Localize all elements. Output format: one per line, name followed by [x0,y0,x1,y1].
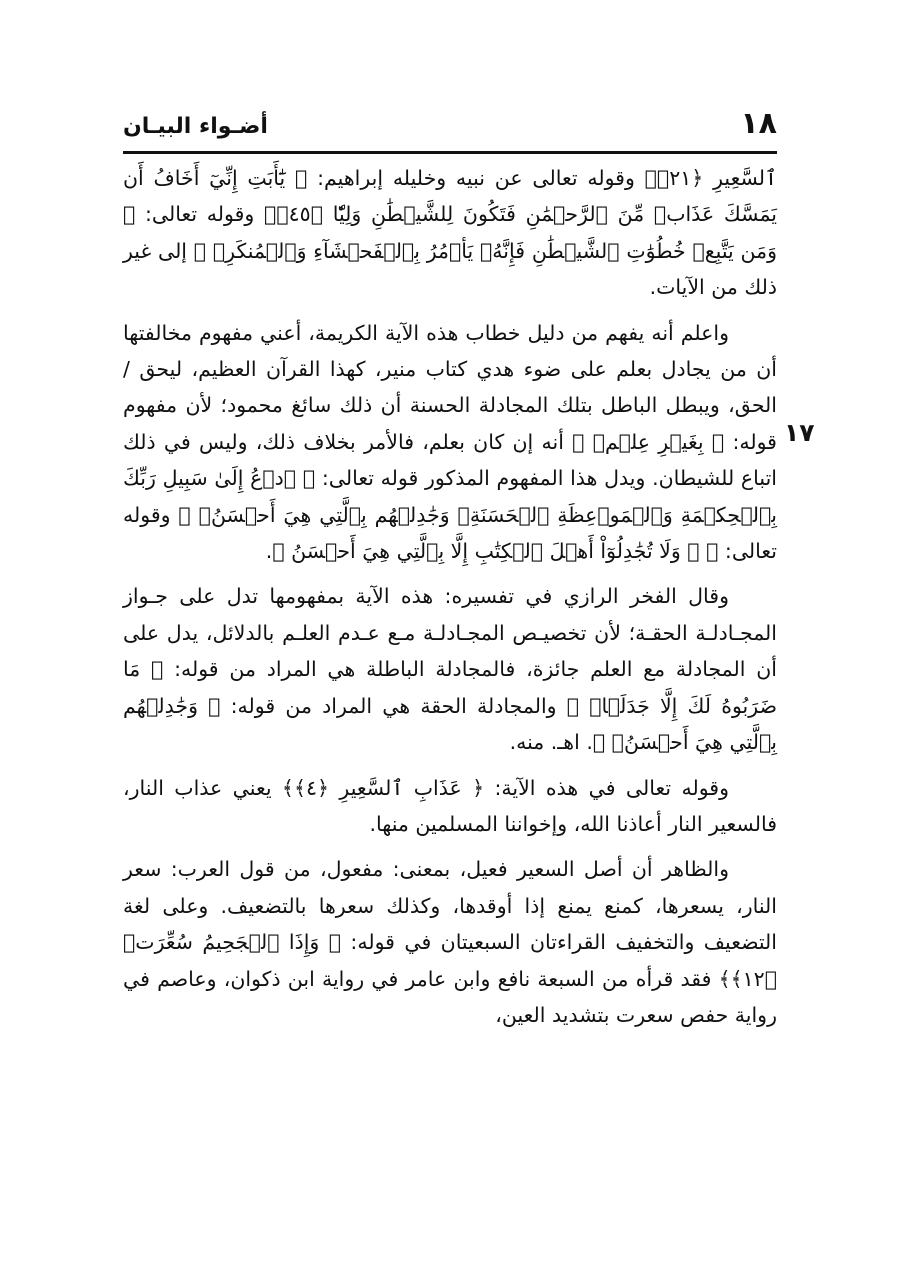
paragraph-1: ٱلسَّعِيرِ ﴿٢١﴾﴾ وقوله تعالى عن نبيه وخليله إبراهيم: ﴿ يَٰٓأَبَتِ إِنِّيٓ أَخَافُ أَن يَمَسَّكَ عَذَابٞ مِّنَ ٱلرَّحۡمَٰنِ فَتَكُونَ لِلشَّيۡطَٰنِ وَلِيّٗا ﴿٤٥﴾﴾ وقوله تعالى: ﴿ وَمَن يَتَّبِعۡ خُطُوَٰتِ ٱلشَّيۡطَٰنِ فَإِنَّهُۥ يَأۡمُرُ بِٱلۡفَحۡشَآءِ وَٱلۡمُنكَرِۚ ﴾ إلى غير ذلك من الآيات. [123,166,778,300]
running-title: أضـواء البيـان [123,114,268,139]
page-body [123,160,777,1042]
paragraph-4: وقوله تعالى في هذه الآية: ﴿ عَذَابِ ٱلسَّعِيرِ ﴿٤﴾﴾ يعني عذاب النار، فالسعير النار أعاذنا الله، وإخواننا المسلمين منها. [123,775,777,836]
paragraph-2: واعلم أنه يفهم من دليل خطاب هذه الآية الكريمة، أعني مفهوم مخالفتها أن من يجادل بعلم على ضوء هدي كتاب منير، كهذا القرآن العظيم، ليحق / الحق، ويبطل الباطل بتلك المجادلة الحسنة أن ذلك سائغ محمود؛ لأن مفهوم قوله: ﴿ بِغَيۡرِ عِلۡمٖ ﴾ أنه إن كان بعلم، فالأمر بخلاف ذلك، وليس في ذلك اتباع للشيطان. ويدل هذا المفهوم المذكور قوله تعالى: ﴿ ٱدۡعُ إِلَىٰ سَبِيلِ رَبِّكَ بِٱلۡحِكۡمَةِ وَٱلۡمَوۡعِظَةِ ٱلۡحَسَنَةِۖ وَجَٰدِلۡهُم بِٱلَّتِي هِيَ أَحۡسَنُۚ ﴾ وقوله تعالى: ﴿ ۞ وَلَا تُجَٰدِلُوٓاْ أَهۡلَ ٱلۡكِتَٰبِ إِلَّا بِٱلَّتِي هِيَ أَحۡسَنُ ﴾. [123,320,777,564]
margin-page-reference: ١٧ [784,418,815,447]
page-header [123,104,777,150]
paragraph-5: والظاهر أن أصل السعير فعيل، بمعنى: مفعول، من قول العرب: سعر النار، يسعرها، كمنع يمنع إذا أوقدها، وكذلك سعرها بالتضعيف. وعلى لغة التضعيف والتخفيف القراءتان السبعيتان في قوله: ﴿ وَإِذَا ٱلۡجَحِيمُ سُعِّرَتۡ ﴿١٢﴾﴾ فقد قرأه من السبعة نافع وابن عامر في رواية ابن ذكوان، وعاصم في رواية حفص سعرت بتشديد العين، [123,857,777,1027]
paragraph-3: وقال الفخر الرازي في تفسيره: هذه الآية بمفهومها تدل على جـواز المجـادلـة الحقـة؛ لأن تخصيـص المجـادلـة مـع عـدم العلـم بالدلائل، يدل على أن المجادلة مع العلم جائزة، فالمجادلة الباطلة هي المراد من قوله: ﴿ مَا ضَرَبُوهُ لَكَ إِلَّا جَدَلَۢاۚ ﴾ والمجادلة الحقة هي المراد من قوله: ﴿ وَجَٰدِلۡهُم بِٱلَّتِي هِيَ أَحۡسَنُۚ ﴾. اهـ. منه. [123,584,777,755]
header-rule [123,151,777,154]
page-number: ١٨ [740,106,777,141]
